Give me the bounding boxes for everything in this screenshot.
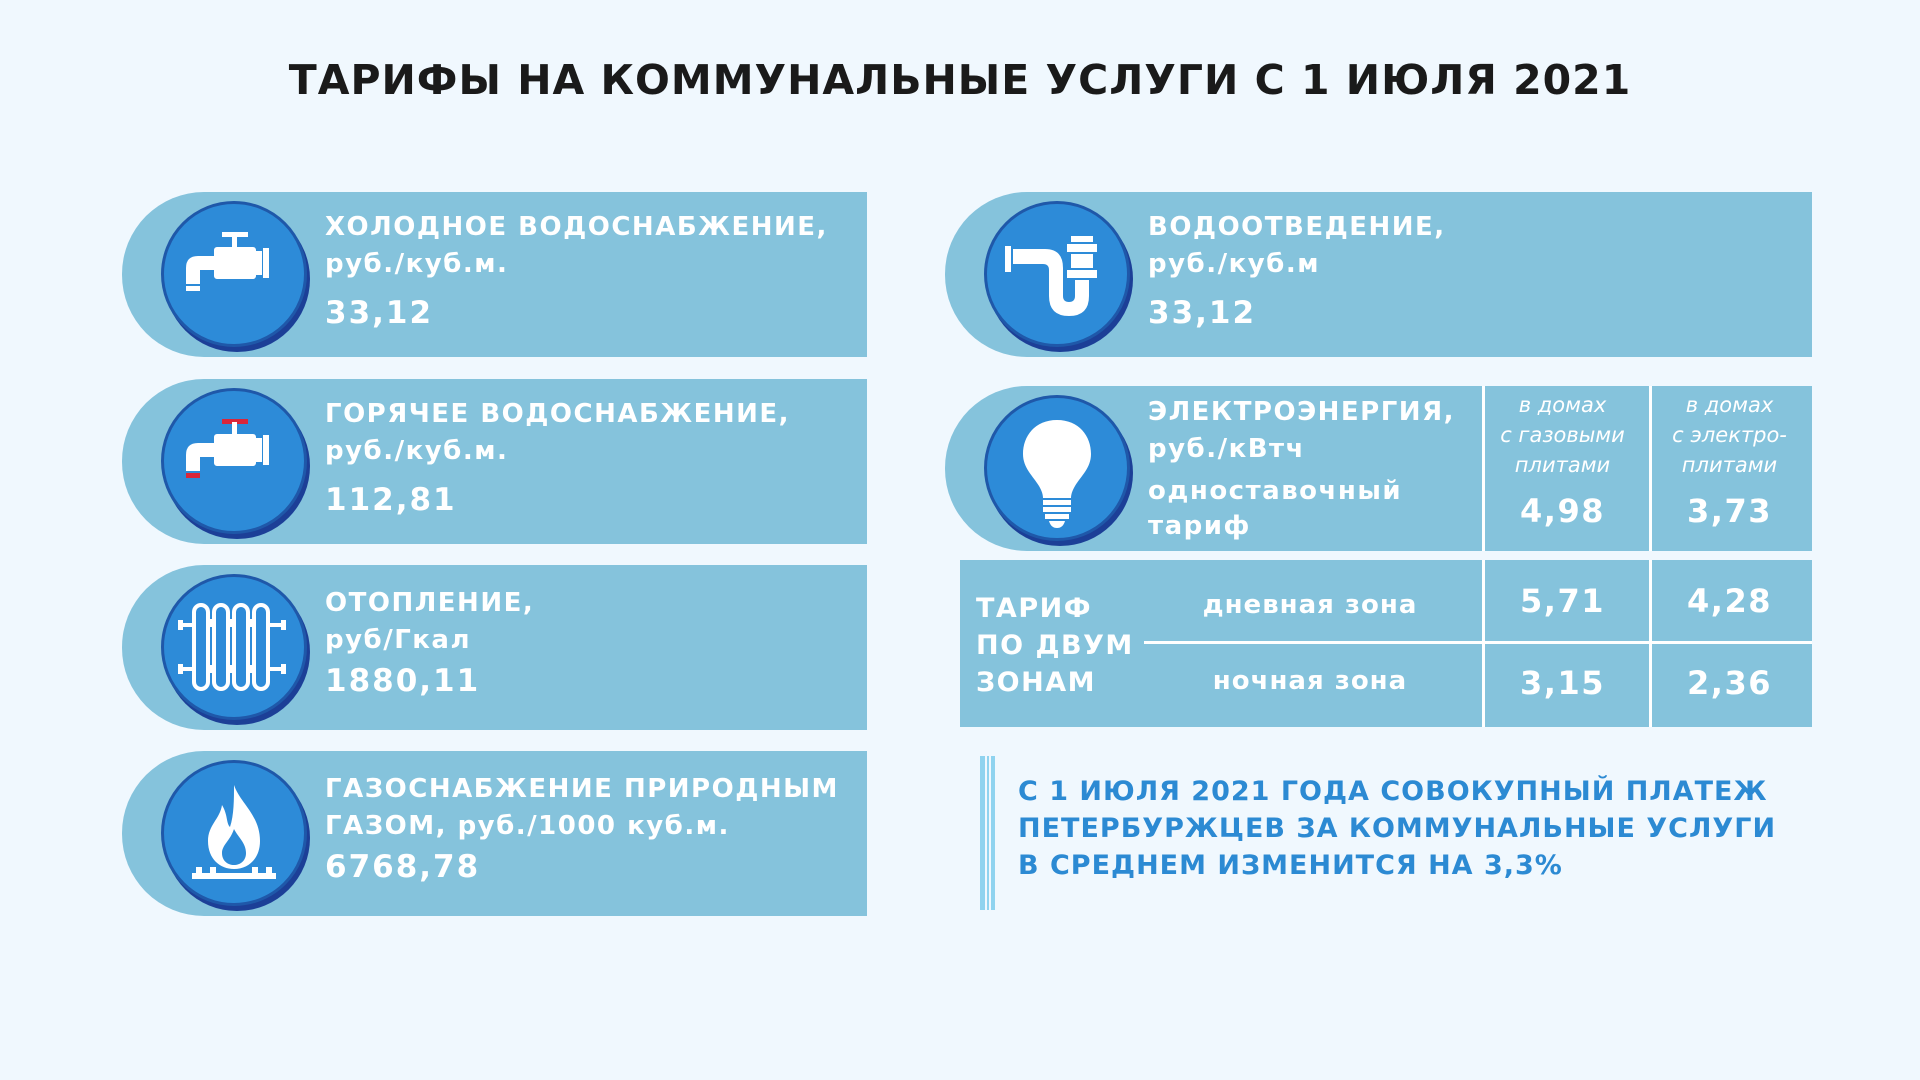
gas-flame-icon xyxy=(161,760,307,906)
light-bulb-icon xyxy=(984,395,1130,541)
single-rate-label-line1: одноставочный xyxy=(1148,476,1403,506)
tariff-value: 6768,78 xyxy=(325,849,481,885)
radiator-icon xyxy=(161,574,307,720)
tariff-unit: ГАЗОМ, руб./1000 куб.м. xyxy=(325,811,730,841)
night-gas-value: 3,15 xyxy=(1520,664,1605,702)
column-header-gas-stoves: в домах с газовыми плитами xyxy=(1500,393,1625,477)
hot-water-tap-icon xyxy=(161,388,307,534)
two-zone-tariff-table xyxy=(960,560,1812,727)
tariff-unit: руб/Гкал xyxy=(325,625,472,655)
tariff-name: ГОРЯЧЕЕ ВОДОСНАБЖЕНИЕ, xyxy=(325,399,791,429)
day-gas-value: 5,71 xyxy=(1520,582,1605,620)
tariff-name: ГАЗОСНАБЖЕНИЕ ПРИРОДНЫМ xyxy=(325,774,839,804)
single-rate-label-line2: тариф xyxy=(1148,511,1251,541)
electricity-name: ЭЛЕКТРОЭНЕРГИЯ, xyxy=(1148,397,1455,427)
electricity-unit: руб./кВтч xyxy=(1148,434,1305,464)
tariff-value: 112,81 xyxy=(325,482,457,518)
drain-pipe-icon xyxy=(984,201,1130,347)
note-accent-bars xyxy=(980,756,998,910)
tariff-value: 33,12 xyxy=(325,295,434,331)
single-rate-label xyxy=(1148,474,1455,544)
night-electric-value: 2,36 xyxy=(1687,664,1772,702)
summary-note xyxy=(980,756,1780,910)
tariff-value: 1880,11 xyxy=(325,663,481,699)
tariff-card-cold-water xyxy=(122,192,867,357)
tariff-name: ОТОПЛЕНИЕ, xyxy=(325,588,535,618)
note-text: С 1 ИЮЛЯ 2021 ГОДА СОВОКУПНЫЙ ПЛАТЕЖ ПЕТЕРБУРЖЦЕВ ЗА КОММУНАЛЬНЫЕ УСЛУГИ В СРЕДНЕМ ИЗМЕНИТСЯ НА 3,3% xyxy=(1018,776,1777,881)
cold-water-tap-icon xyxy=(161,201,307,347)
tariff-card-sewerage xyxy=(945,192,1812,357)
day-electric-value: 4,28 xyxy=(1687,582,1772,620)
day-zone-label: дневная зона xyxy=(1202,590,1418,620)
column-header-electric-stoves: в домах с электро- плитами xyxy=(1672,393,1787,477)
single-rate-electric-value: 3,73 xyxy=(1687,492,1772,530)
two-zone-title: ТАРИФ ПО ДВУМ ЗОНАМ xyxy=(976,593,1134,698)
night-zone-label: ночная зона xyxy=(1212,666,1408,696)
row-divider xyxy=(1144,641,1812,644)
tariff-card-hot-water xyxy=(122,379,867,544)
tariff-unit: руб./куб.м. xyxy=(325,436,509,466)
tariff-name: ВОДООТВЕДЕНИЕ, xyxy=(1148,212,1446,242)
single-rate-gas-value: 4,98 xyxy=(1520,492,1605,530)
page-title: ТАРИФЫ НА КОММУНАЛЬНЫЕ УСЛУГИ С 1 ИЮЛЯ 2021 xyxy=(288,56,1632,104)
tariff-unit: руб./куб.м xyxy=(1148,249,1320,279)
tariff-card-heating xyxy=(122,565,867,730)
tariff-name: ХОЛОДНОЕ ВОДОСНАБЖЕНИЕ, xyxy=(325,212,828,242)
tariff-card-electricity xyxy=(945,386,1812,551)
tariff-value: 33,12 xyxy=(1148,295,1257,331)
tariff-card-gas xyxy=(122,751,867,916)
tariff-unit: руб./куб.м. xyxy=(325,249,509,279)
